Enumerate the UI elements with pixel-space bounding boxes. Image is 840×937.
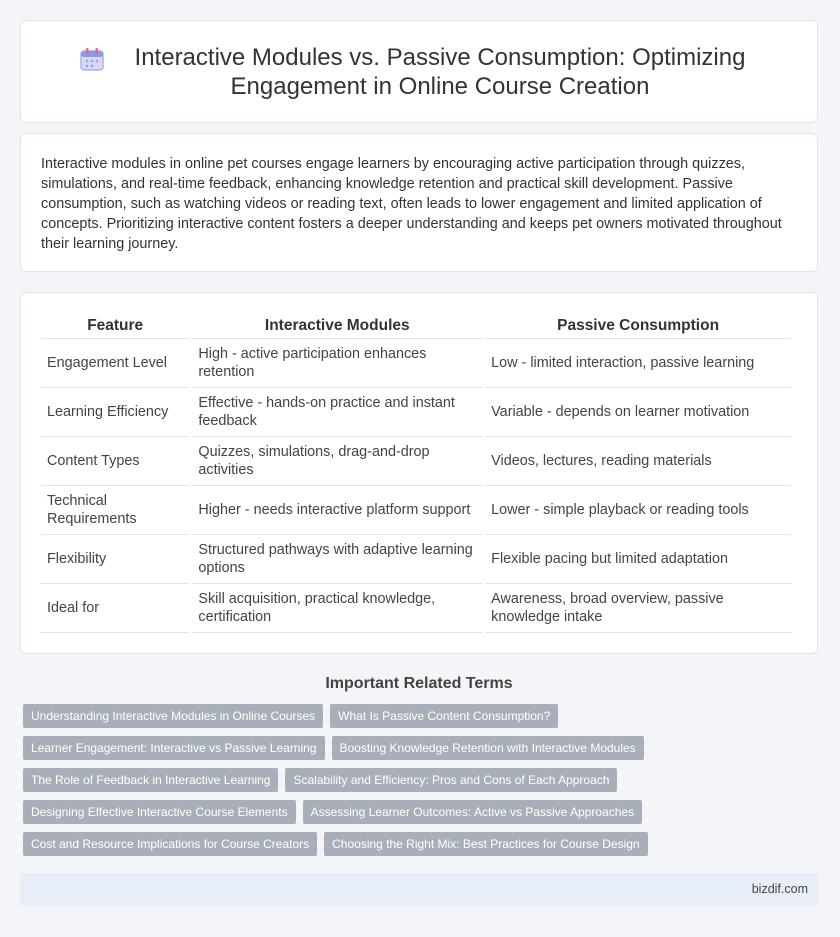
related-terms-section [20, 670, 818, 864]
related-tag[interactable]: Scalability and Efficiency: Pros and Cons of Each Approach [285, 768, 617, 792]
tag-row [23, 704, 818, 728]
related-tag[interactable]: Designing Effective Interactive Course Elements [23, 800, 296, 824]
table-cell: Structured pathways with adaptive learning options [192, 535, 482, 584]
comparison-table [38, 313, 794, 633]
table-row [41, 339, 791, 388]
table-cell: Engagement Level [41, 339, 189, 388]
footer [20, 873, 818, 906]
table-cell: Learning Efficiency [41, 388, 189, 437]
table-row [41, 437, 791, 486]
page-title: Interactive Modules vs. Passive Consumption: Optimizing Engagement in Online Course Creation [134, 43, 746, 100]
intro-paragraph: Interactive modules in online pet courses engage learners by encouraging active participation through quizzes, simulations, and real-time feedback, enhancing knowledge retention and practical skill development. Passive consumption, such as watching videos or reading text, often leads to lower engagement and limited application of concepts. Prioritizing interactive content fosters a deeper understanding and keeps pet owners motivated throughout their learning journey. [41, 156, 782, 252]
intro-card [20, 133, 818, 272]
table-header-row [41, 313, 791, 339]
tag-row [23, 832, 818, 856]
related-tag[interactable]: Cost and Resource Implications for Course Creators [23, 832, 317, 856]
table-row [41, 388, 791, 437]
header-passive-consumption: Passive Consumption [485, 313, 791, 339]
tag-row [23, 768, 818, 792]
related-tag[interactable]: Understanding Interactive Modules in Online Courses [23, 704, 323, 728]
related-tag[interactable]: Assessing Learner Outcomes: Active vs Passive Approaches [303, 800, 643, 824]
table-row [41, 535, 791, 584]
table-row [41, 584, 791, 633]
table-cell: High - active participation enhances retention [192, 339, 482, 388]
table-cell: Effective - hands-on practice and instant feedback [192, 388, 482, 437]
header-interactive-modules: Interactive Modules [192, 313, 482, 339]
title-card [20, 20, 818, 123]
table-cell: Technical Requirements [41, 486, 189, 535]
related-tag[interactable]: The Role of Feedback in Interactive Learning [23, 768, 278, 792]
table-cell: Flexible pacing but limited adaptation [485, 535, 791, 584]
footer-brand-link[interactable]: bizdif.com [751, 882, 808, 896]
tag-row [23, 736, 818, 760]
table-cell: Content Types [41, 437, 189, 486]
table-cell: Flexibility [41, 535, 189, 584]
related-terms-heading: Important Related Terms [325, 675, 513, 692]
comparison-card [20, 292, 818, 654]
table-cell: Higher - needs interactive platform support [192, 486, 482, 535]
related-tag[interactable]: Choosing the Right Mix: Best Practices for Course Design [324, 832, 647, 856]
table-cell: Skill acquisition, practical knowledge, certification [192, 584, 482, 633]
related-tag[interactable]: Learner Engagement: Interactive vs Passive Learning [23, 736, 325, 760]
table-cell: Ideal for [41, 584, 189, 633]
calendar-icon [78, 45, 106, 73]
table-cell: Videos, lectures, reading materials [485, 437, 791, 486]
table-cell: Awareness, broad overview, passive knowledge intake [485, 584, 791, 633]
related-tag[interactable]: Boosting Knowledge Retention with Interactive Modules [332, 736, 644, 760]
header-feature: Feature [41, 313, 189, 339]
table-cell: Variable - depends on learner motivation [485, 388, 791, 437]
related-tags [20, 704, 818, 856]
related-tag[interactable]: What Is Passive Content Consumption? [330, 704, 558, 728]
table-cell: Quizzes, simulations, drag-and-drop activities [192, 437, 482, 486]
table-cell: Lower - simple playback or reading tools [485, 486, 791, 535]
tag-row [23, 800, 818, 824]
table-cell: Low - limited interaction, passive learning [485, 339, 791, 388]
table-row [41, 486, 791, 535]
